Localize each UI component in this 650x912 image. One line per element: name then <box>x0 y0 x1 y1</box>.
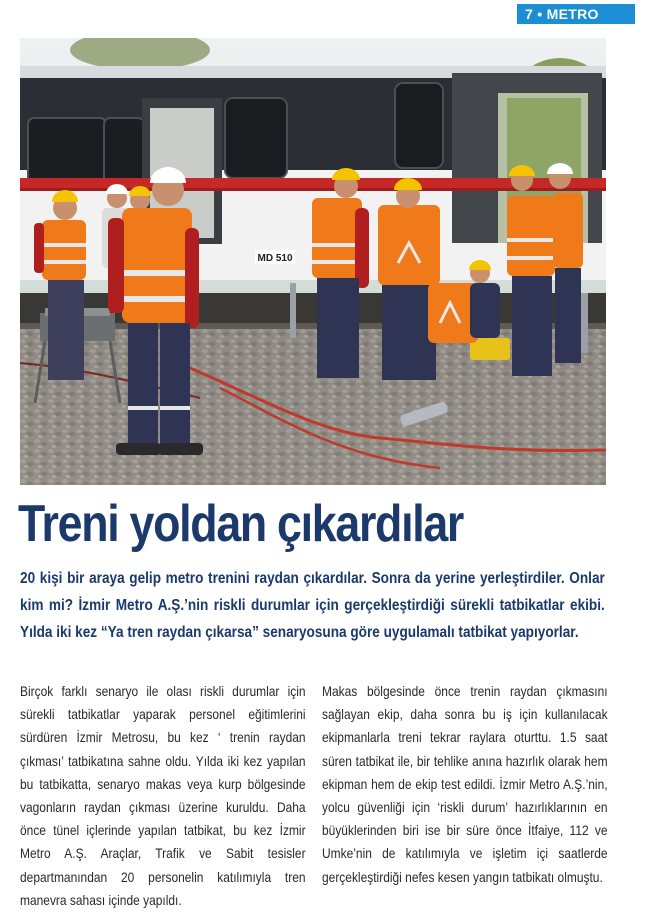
section-tag: 7 • METRO <box>517 4 635 24</box>
car-number-text: MD 510 <box>257 253 293 264</box>
article-body-right-column: Makas bölgesinde önce trenin raydan çıkmasını sağlayan ekip, daha sonra bu iş için kullanılacak ekipmanlarla treni tekrar raylara oturttu. 1.5 saat süren tatbikat ile, bir tehlike anına hazırlık olarak hem ekipman hem de ekip test edildi. İzmir Metro A.Ş.’nin, yolcu güvenliği için ‘riskli durum’ hazırlıklarının en büyüklerinden biri ise bir süre önce İtfaiye, 112 ve Umke’nin de katılımıyla ve işletim içi saatlerde gerçekleştirdiği nefes kesen yangın tatbikatı olmuştu. <box>322 683 608 885</box>
article-body-left-column: Birçok farklı senaryo ile olası riskli durumlar için sürekli tatbikatlar yaparak personel eğitimlerini sürdüren İzmir Metrosu, bu kez ‘ trenin raydan çıkması’ tatbikatına sahne oldu. Yılda iki kez yapılan bu tatbikatta, senaryo makas veya kurp bölgesinde vagonların raydan çıkması üzerine kuruldu. Daha önce tünel içlerinde yapılan tatbikat, bu kez İzmir Metro A.Ş. Araçlar, Trafik ve Sabit tesisler departmanından 20 personelin katılımıyla tren manevra sahası içinde yapıldı. <box>20 683 306 908</box>
article-photo <box>20 38 606 485</box>
article-headline: Treni yoldan çıkardılar <box>18 495 464 553</box>
article-lead: 20 kişi bir araya gelip metro trenini raydan çıkardılar. Sonra da yerine yerleştirdiler. Onlar kim mi? İzmir Metro A.Ş.’nin riskli durumlar için gerçekleştirdiği sürekli tatbikatlar ekibi. Yılda iki kez “Ya tren raydan çıkarsa” senaryosuna göre uygulamalı tatbikat yapıyorlar. <box>20 570 605 641</box>
